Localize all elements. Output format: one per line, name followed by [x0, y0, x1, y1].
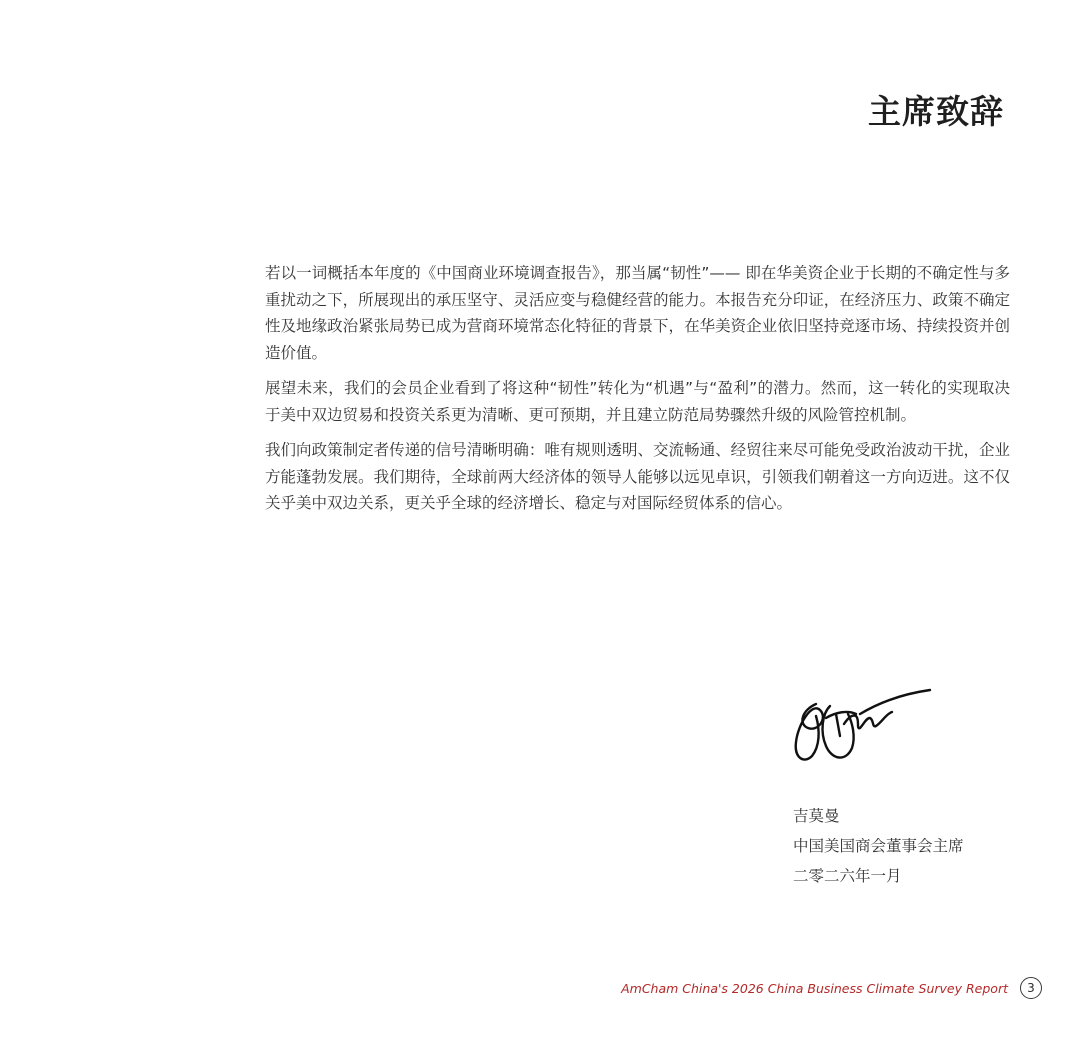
- handwritten-signature: [790, 684, 940, 770]
- signer-name: 吉莫曼: [793, 807, 840, 825]
- signer-block: [793, 804, 964, 894]
- letter-paragraph: 我们向政策制定者传递的信号清晰明确：唯有规则透明、交流畅通、经贸往来尽可能免受政治波动干扰，企业方能蓬勃发展。我们期待，全球前两大经济体的领导人能够以远见卓识，引领我们朝着这一方向迈进。这不仅关乎美中双边关系，更关乎全球的经济增长、稳定与对国际经贸体系的信心。: [265, 441, 1010, 512]
- page-footer: [621, 977, 1042, 999]
- letter-paragraph: 展望未来，我们的会员企业看到了将这种“韧性”转化为“机遇”与“盈利”的潜力。然而，这一转化的实现取决于美中双边贸易和投资关系更为清晰、更可预期，并且建立防范局势骤然升级的风险管控机制。: [265, 379, 1010, 424]
- footer-report-name: AmCham China's 2026 China Business Climate Survey Report: [621, 980, 1008, 996]
- signer-date: 二零二六年一月: [793, 867, 902, 885]
- page-number-badge: 3: [1020, 977, 1042, 999]
- signer-position: 中国美国商会董事会主席: [793, 837, 964, 855]
- page-title: 主席致辞: [868, 92, 1004, 131]
- letter-paragraph: 若以一词概括本年度的《中国商业环境调查报告》，那当属“韧性”—— 即在华美资企业于长期的不确定性与多重扰动之下，所展现出的承压坚守、灵活应变与稳健经营的能力。本报告充分印证，在经济压力、政策不确定性及地缘政治紧张局势已成为营商环境常态化特征的背景下，在华美资企业依旧坚持竞逐市场、持续投资并创造价值。: [265, 264, 1010, 362]
- letter-body: [265, 260, 1010, 526]
